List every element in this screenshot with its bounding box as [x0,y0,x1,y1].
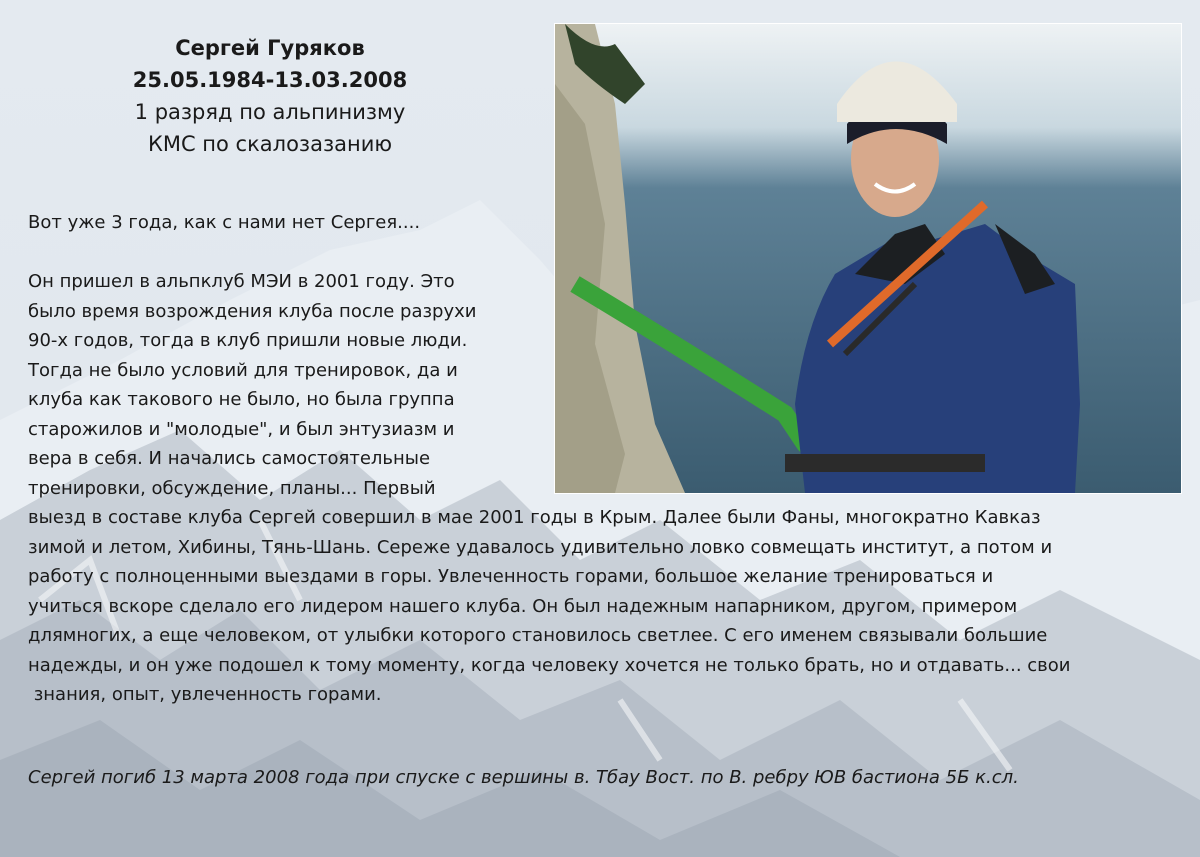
biography-line: старожилов и "молодые", и был энтузиазм и [28,418,455,440]
rank-line-1: 1 разряд по альпинизму [134,100,406,124]
person-name: Сергей Гуряков [175,36,365,60]
biography-line: Тогда не было условий для тренировок, да и [28,359,458,381]
biography-line: было время возрождения клуба после разрухи [28,300,477,322]
biography-paragraph [28,267,1188,710]
life-dates: 25.05.1984-13.03.2008 [132,68,408,92]
biography-line: 90-х годов, тогда в клуб пришли новые люди. [28,330,468,351]
intro-line: Вот уже 3 года, как с нами нет Сергея.... [28,212,421,233]
biography-line: вера в себя. И начались самостоятельные [28,448,431,469]
biography-line: тренировки, обсуждение, планы... Первый [28,477,436,499]
biography-line: работу с полноценными выездами в горы. Увлеченность горами, большое желание тренироваться и [28,566,994,587]
memorial-footer: Сергей погиб 13 марта 2008 года при спуске с вершины в. Тбау Вост. по В. ребру ЮВ бастиона 5Б к.сл. [28,767,1019,788]
biography-line: выезд в составе клуба Сергей совершил в мае 2001 годы в Крым. Далее были Фаны, многократно Кавказ [28,507,1041,528]
biography-line: надежды, и он уже подошел к тому моменту, когда человеку хочется не только брать, но и отдавать... свои [28,654,1071,676]
biography-line: знания, опыт, увлеченность горами. [28,684,382,705]
rank-line-2: КМС по скалозазанию [147,132,393,156]
biography-line: зимой и летом, Хибины, Тянь-Шань. Сереже удавалось удивительно ловко совмещать институт, а потом и [28,536,1053,558]
biography-line: клуба как такового не было, но была группа [28,389,455,410]
biography-line: Он пришел в альпклуб МЭИ в 2001 году. Это [28,271,455,292]
biography-line: длямногих, а еще человеком, от улыбки которого становилось светлее. С его именем связывали большие [28,625,1048,646]
biography-text [28,208,1188,710]
biography-line: учиться вскоре сделало его лидером нашего клуба. Он был надежным напарником, другом, примером [28,595,1018,617]
header-block [60,32,480,160]
